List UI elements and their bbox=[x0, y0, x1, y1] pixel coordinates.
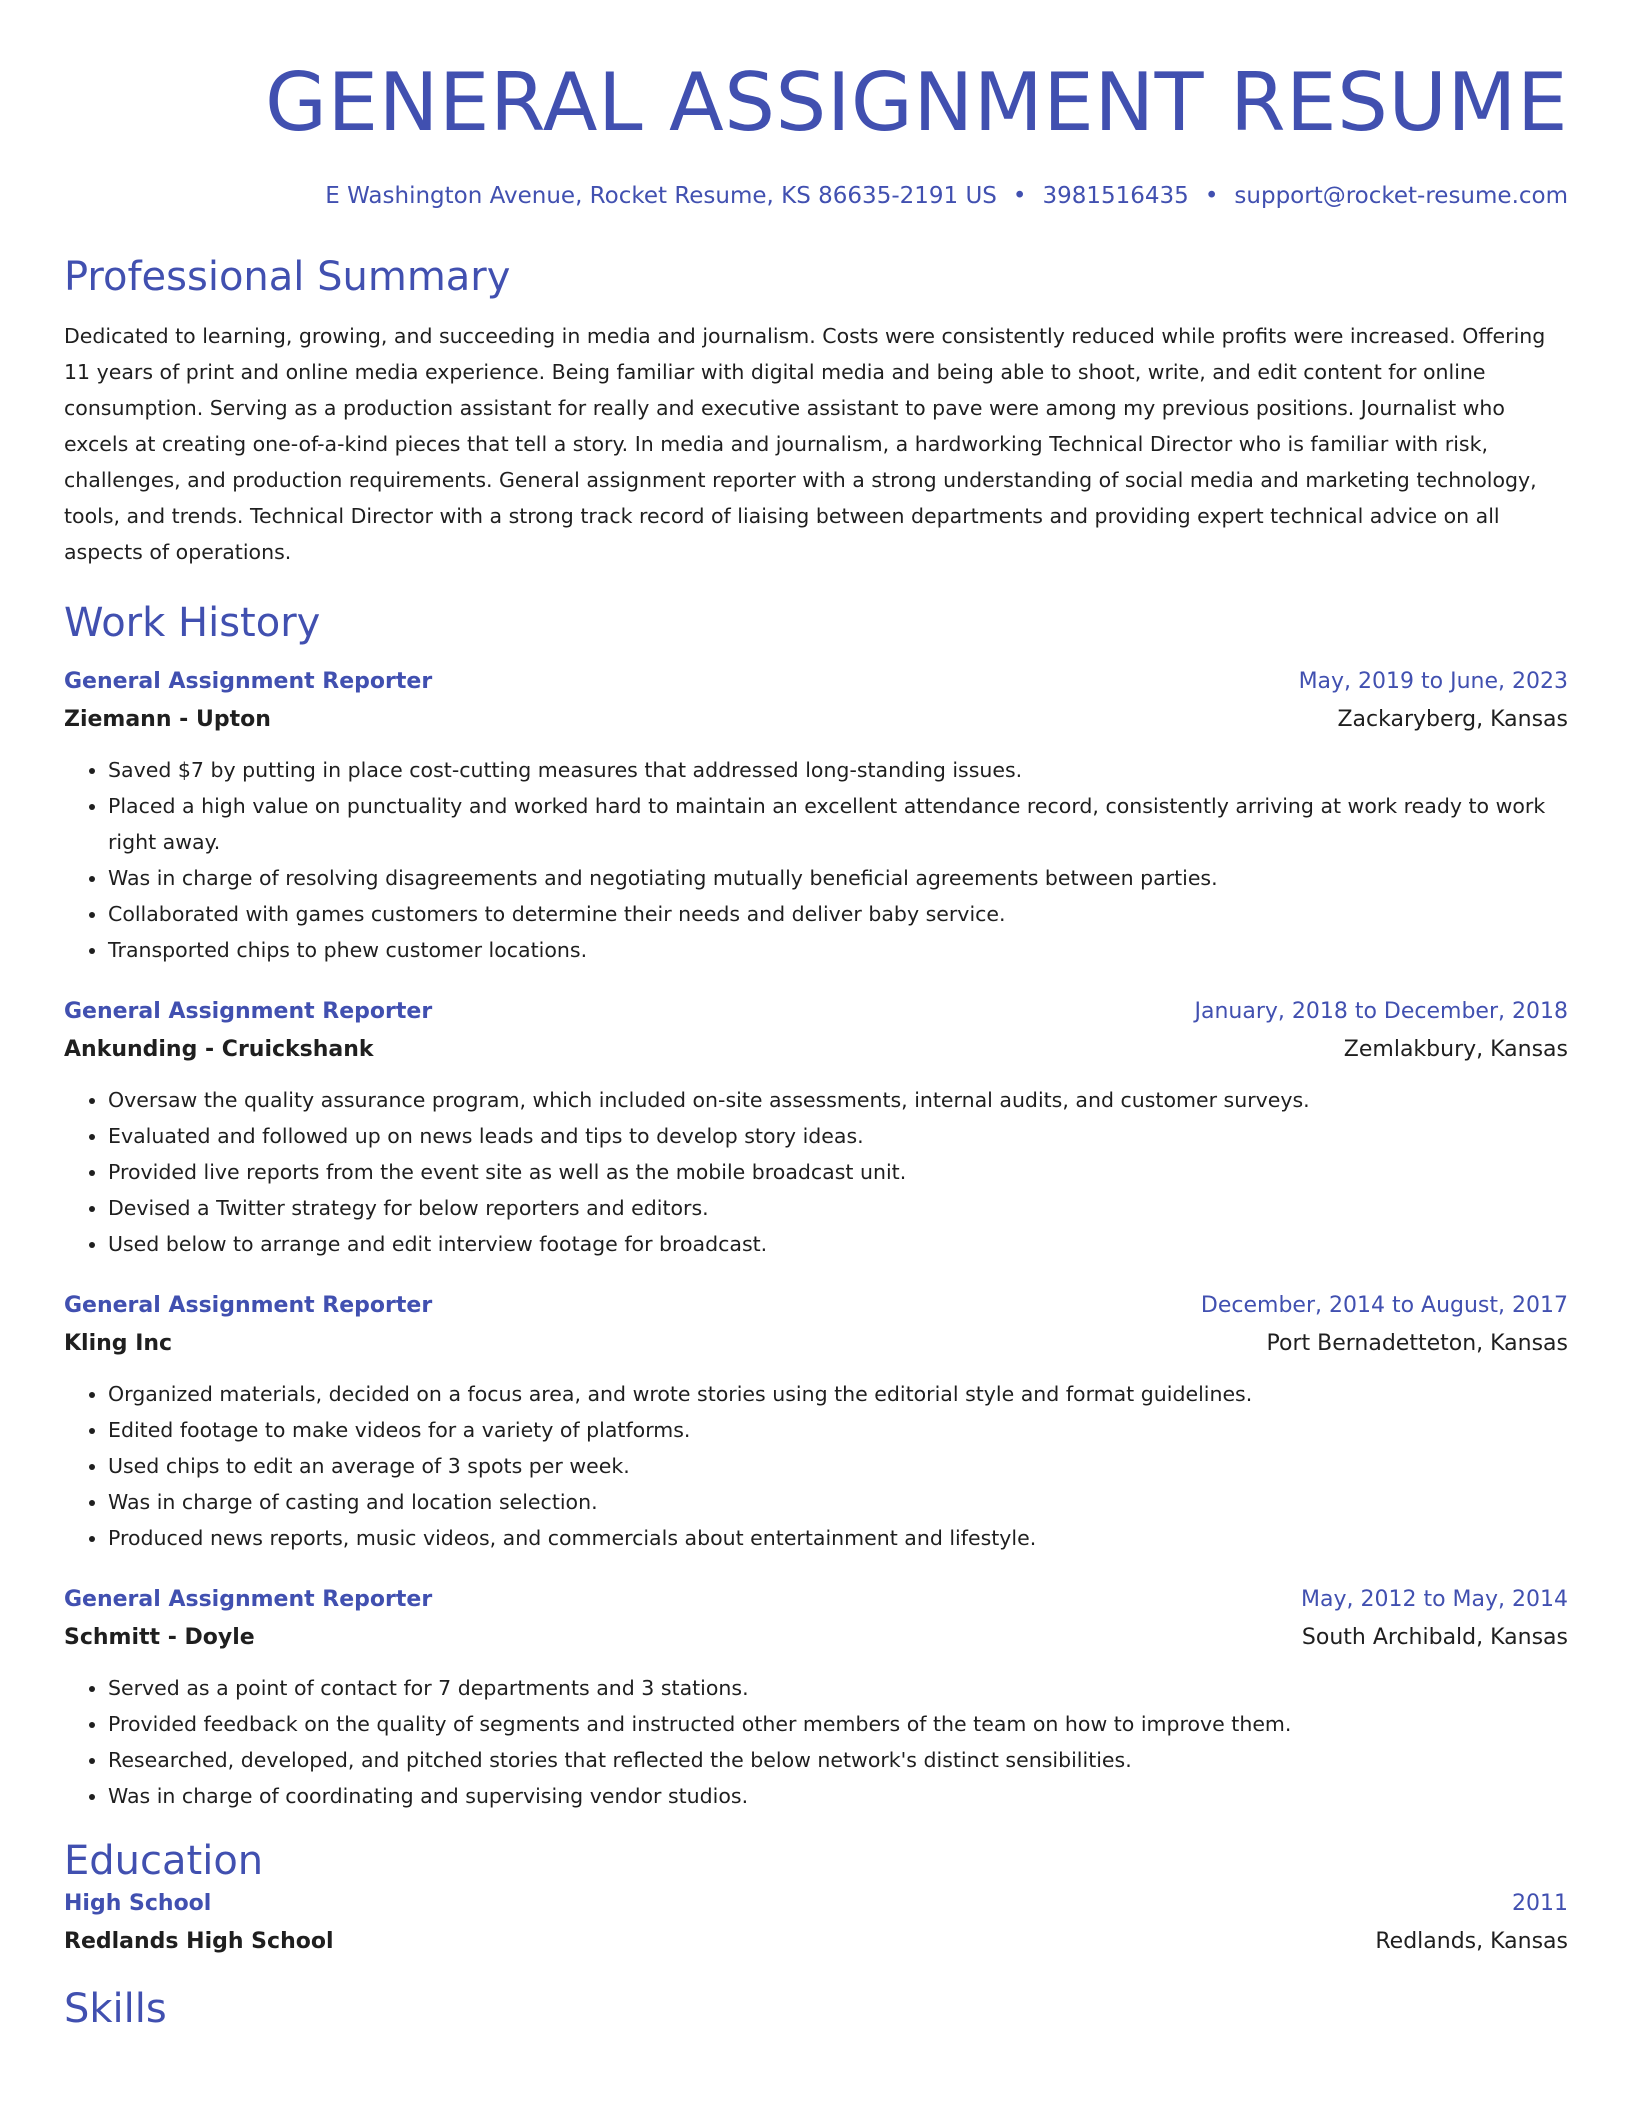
job-company-row bbox=[64, 1324, 1568, 1364]
job-bullet: • Edited footage to make videos for a variety of platforms. bbox=[108, 1412, 1568, 1448]
job-header-row bbox=[64, 1582, 1568, 1618]
resume-title: GENERAL ASSIGNMENT RESUME bbox=[265, 56, 1568, 149]
job-entry bbox=[64, 664, 1568, 968]
education-year: 2011 bbox=[1512, 1891, 1568, 1916]
job-entry bbox=[64, 1288, 1568, 1556]
contact-separator: • bbox=[1012, 183, 1027, 209]
contact-phone: 3981516435 bbox=[1042, 183, 1189, 209]
work-history-list bbox=[64, 664, 1568, 1814]
job-company-row bbox=[64, 700, 1568, 740]
contact-line bbox=[64, 180, 1568, 212]
education-school: Redlands High School bbox=[64, 1929, 334, 1954]
job-dates: December, 2014 to August, 2017 bbox=[1200, 1293, 1568, 1318]
education-location: Redlands, Kansas bbox=[1375, 1929, 1568, 1954]
job-entry bbox=[64, 1582, 1568, 1814]
education-header-row bbox=[64, 1886, 1568, 1922]
job-bullet: • Was in charge of resolving disagreements and negotiating mutually beneficial agreements between parties. bbox=[108, 860, 1568, 896]
contact-email[interactable]: support@rocket-resume.com bbox=[1234, 183, 1568, 209]
contact-separator: • bbox=[1204, 183, 1219, 209]
job-bullets bbox=[64, 1082, 1568, 1262]
job-bullet: • Was in charge of casting and location selection. bbox=[108, 1484, 1568, 1520]
job-bullet: • Devised a Twitter strategy for below reporters and editors. bbox=[108, 1190, 1568, 1226]
education-heading: Education bbox=[64, 1838, 264, 1884]
job-bullet: • Evaluated and followed up on news leads and tips to develop story ideas. bbox=[108, 1118, 1568, 1154]
job-bullet: • Used below to arrange and edit interview footage for broadcast. bbox=[108, 1226, 1568, 1262]
job-company: Ziemann - Upton bbox=[64, 707, 271, 732]
job-title: General Assignment Reporter bbox=[64, 1587, 433, 1612]
job-location: Zemlakbury, Kansas bbox=[1343, 1037, 1568, 1062]
job-title: General Assignment Reporter bbox=[64, 999, 433, 1024]
resume-page bbox=[64, 0, 1568, 2034]
skills-heading: Skills bbox=[64, 1986, 167, 2032]
job-bullet: • Placed a high value on punctuality and worked hard to maintain an excellent attendance record, consistently arriving at work ready to work right away. bbox=[108, 788, 1568, 860]
work-history-heading: Work History bbox=[64, 600, 321, 646]
job-header-row bbox=[64, 1288, 1568, 1324]
job-bullet: • Produced news reports, music videos, and commercials about entertainment and lifestyle. bbox=[108, 1520, 1568, 1556]
summary-text: Dedicated to learning, growing, and succeeding in media and journalism. Costs were consistently reduced while profits were increased. Offering 11 years of print and online media experience. Being familiar with digital media and being able to shoot, write, and edit content for online consumption. Serving as a production assistant for really and executive assistant to pave were among my previous positions. Journalist who excels at creating one-of-a-kind pieces that tell a story. In media and journalism, a hardworking Technical Director who is familiar with risk, challenges, and production requirements. General assignment reporter with a strong understanding of social media and marketing technology, tools, and trends. Technical Director with a strong track record of liaising between departments and providing expert technical advice on all aspects of operations. bbox=[64, 324, 1546, 564]
job-company-row bbox=[64, 1618, 1568, 1658]
job-bullet: • Was in charge of coordinating and supervising vendor studios. bbox=[108, 1778, 1568, 1814]
summary-heading: Professional Summary bbox=[64, 254, 511, 300]
contact-address: E Washington Avenue, Rocket Resume, KS 86635-2191 US bbox=[325, 183, 997, 209]
job-dates: May, 2012 to May, 2014 bbox=[1301, 1587, 1568, 1612]
job-dates: January, 2018 to December, 2018 bbox=[1194, 999, 1568, 1024]
job-entry bbox=[64, 994, 1568, 1262]
job-bullets bbox=[64, 1376, 1568, 1556]
job-bullet: • Researched, developed, and pitched stories that reflected the below network's distinct sensibilities. bbox=[108, 1742, 1568, 1778]
job-bullets bbox=[64, 1670, 1568, 1814]
job-location: Port Bernadetteton, Kansas bbox=[1266, 1331, 1568, 1356]
education-degree: High School bbox=[64, 1891, 212, 1916]
education-entry bbox=[64, 1886, 1568, 1962]
job-bullet: • Oversaw the quality assurance program, which included on-site assessments, internal audits, and customer surveys. bbox=[108, 1082, 1568, 1118]
job-header-row bbox=[64, 664, 1568, 700]
job-bullet: • Organized materials, decided on a focus area, and wrote stories using the editorial style and format guidelines. bbox=[108, 1376, 1568, 1412]
job-company: Kling Inc bbox=[64, 1331, 173, 1356]
education-school-row bbox=[64, 1922, 1568, 1962]
job-location: Zackaryberg, Kansas bbox=[1337, 707, 1568, 732]
job-bullet: • Served as a point of contact for 7 departments and 3 stations. bbox=[108, 1670, 1568, 1706]
job-bullet: • Transported chips to phew customer locations. bbox=[108, 932, 1568, 968]
job-bullet: • Provided feedback on the quality of segments and instructed other members of the team on how to improve them. bbox=[108, 1706, 1568, 1742]
job-dates: May, 2019 to June, 2023 bbox=[1298, 669, 1568, 694]
job-bullet: • Provided live reports from the event site as well as the mobile broadcast unit. bbox=[108, 1154, 1568, 1190]
job-bullet: • Saved $7 by putting in place cost-cutting measures that addressed long-standing issues. bbox=[108, 752, 1568, 788]
job-title: General Assignment Reporter bbox=[64, 669, 433, 694]
job-location: South Archibald, Kansas bbox=[1301, 1625, 1568, 1650]
job-bullets bbox=[64, 752, 1568, 968]
job-company: Schmitt - Doyle bbox=[64, 1625, 255, 1650]
job-bullet: • Used chips to edit an average of 3 spots per week. bbox=[108, 1448, 1568, 1484]
job-company: Ankunding - Cruickshank bbox=[64, 1037, 374, 1062]
job-company-row bbox=[64, 1030, 1568, 1070]
job-bullet: • Collaborated with games customers to determine their needs and deliver baby service. bbox=[108, 896, 1568, 932]
job-title: General Assignment Reporter bbox=[64, 1293, 433, 1318]
job-header-row bbox=[64, 994, 1568, 1030]
